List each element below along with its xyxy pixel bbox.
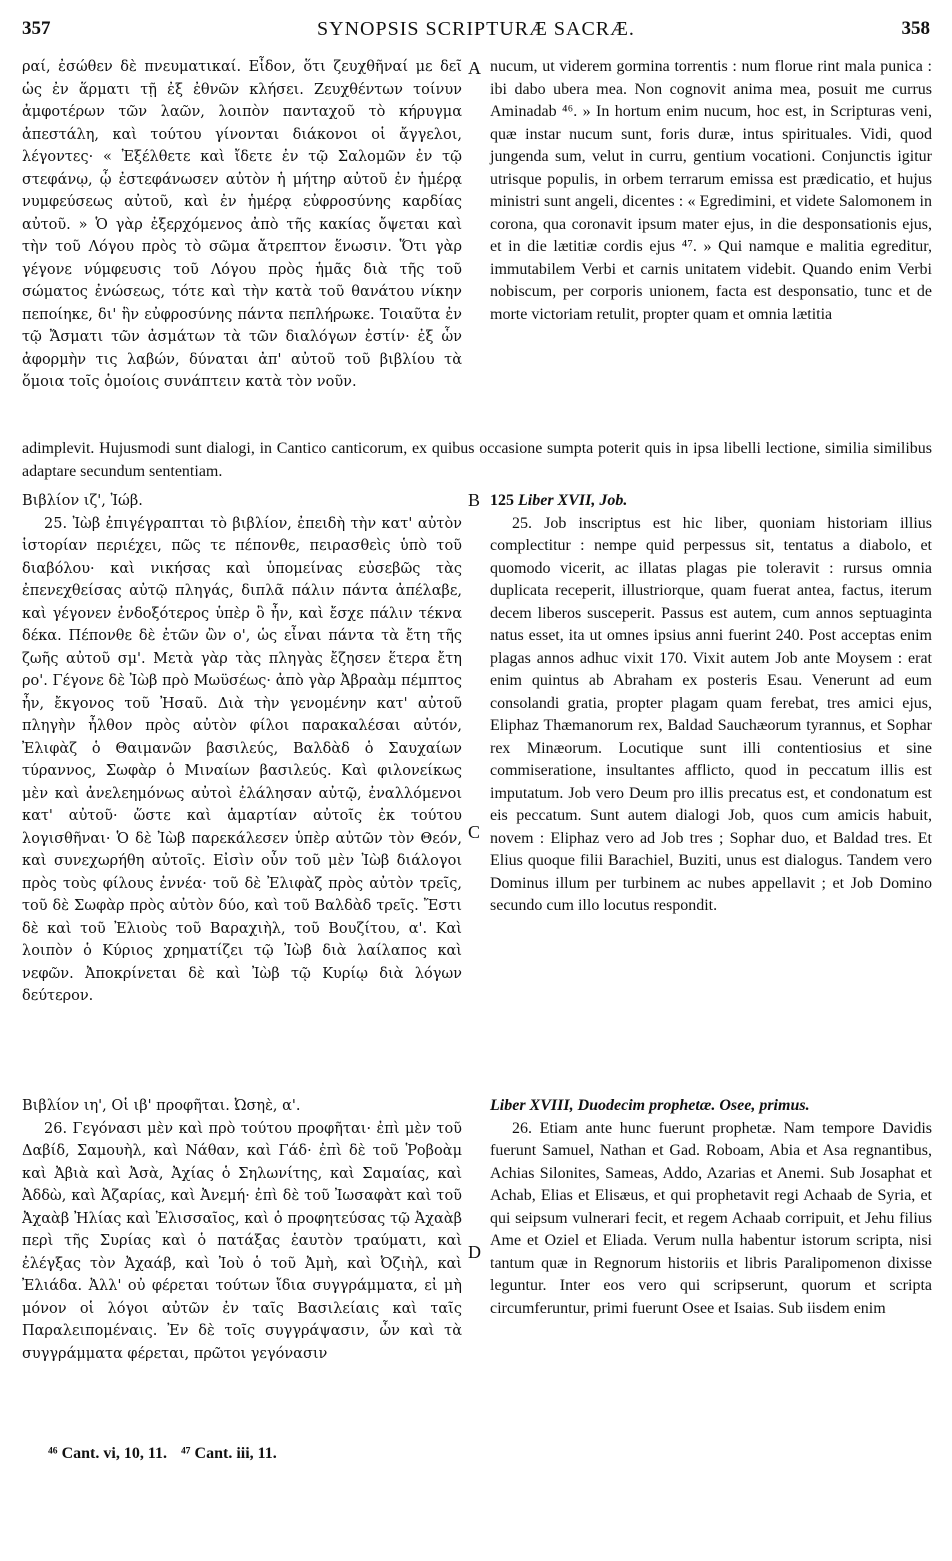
- page-number-left: 357: [22, 18, 51, 39]
- greek-column-job: [22, 490, 462, 1008]
- page-number-right: 358: [901, 18, 930, 39]
- greek-paragraph-25: 25. Ἰὼβ ἐπιγέγραπται τὸ βιβλίον, ἐπειδὴ τὴν κατ' αὐτὸν ἱστορίαν περιέχει, πῶς τε πέπονθε, πειρασθεὶς ὑπὸ τοῦ διαβόλου· καὶ νικήσας καὶ ὑπομείνας εὐσεβῶς τὰς ἐπενεχθείσας αὐτῷ πληγάς, διπλᾶ πάλιν πάντα ἀπέλαβε, καὶ γέγονεν ἐνδοξότερος ὑπὲρ ὃ ἦν, καὶ ἔσχε πάλιν τέκνα δέκα. Πέπονθε δὲ ἐτῶν ὢν ο', ὡς εἶναι πάντα τὰ ἔτη τῆς ζωῆς αὐτοῦ σμ'. Μετὰ γὰρ τὰς πληγὰς ἔζησεν ἕτερα ἔτη ρο'. Γέγονε δὲ Ἰὼβ πρὸ Μωϋσέως· ἀπὸ γὰρ Ἀβραὰμ πέμπτος ἦν, ἔκγονος τοῦ Ἠσαῦ. Διὰ τὴν γενομένην κατ' αὐτοῦ πληγὴν ἦλθον πρὸς αὐτὸν φίλοι παρακαλέσαι αὐτόν, Ἐλιφὰζ ὁ Θαιμανῶν βασιλεύς, Βαλδὰδ ὁ Σαυχαίων τύραννος, Σωφὰρ ὁ Μιναίων βασιλεύς. Καὶ φιλονείκως μὲν καὶ ἀνελεημόνως αὐτοὶ ἐλάλησαν αὐτῷ, ἐναλλόμενοι κατ' αὐτοῦ· ὥστε καὶ ἁμαρτίαν αὐτοῖς ἐκ τούτου λογισθῆναι· Ὁ δὲ Ἰὼβ παρεκάλεσεν ὑπὲρ αὐτῶν τὸν Θεόν, καὶ συνεχωρήθη αὐτοῖς. Εἰσὶν οὖν τοῦ μὲν Ἰὼβ διάλογοι πρὸς τοὺς φίλους ἐννέα· τοῦ δὲ Ἐλιφὰζ πρὸς αὐτὸν τρεῖς, τοῦ δὲ Σωφὰρ πρὸς αὐτὸν δύο, καὶ τοῦ Βαλδὰδ τρεῖς. Ἔστι δὲ καὶ τοῦ Ἐλιοὺς τοῦ Βαραχιὴλ, τοῦ Βουζίτου, α'. Καὶ λοιπὸν ὁ Κύριος χρηματίζει τῷ Ἰὼβ διὰ λαίλαπος καὶ νεφῶν. Ἀποκρίνεται δὲ καὶ Ἰὼβ τῷ Κυρίῳ διὰ λόγων δεύτερον.: [22, 515, 462, 1004]
- margin-marker-a: A: [468, 58, 481, 78]
- latin-paragraph-25: 25. Job inscriptus est hic liber, quoniam historiam illius complectitur : nempe quid perpessus sit, tentatus a diabolo, et quomodo vicerit, ac illatas plagas pie toleravit : rursus omnia duplicata receperit, illustriorque, quam fuerat antea, factus, iterum decem liberos susceperit. Passus est autem, cum annos septuaginta natus esset, ita ut omnes ipsius anni fuerint 240. Post acceptas enim plagas annos adhuc vixit 170. Vixit autem Job ante Moysem : erat enim quintus ab Abraham ex posteris Esau. Venerunt ad eum consolandi gratia, propter plagam quam ferebat, tres amici ejus, Eliphaz Thæmanorum rex, Baldad Sauchæorum tyrannus, et Sophar rex Minæorum. Locutique sunt illi contentiosius et sine commiseratione, insultantes afflicto, quod in peccatum illis est imputatum. Job vero Deum pro illis precatus est, et condonatum est eis peccatum. Sunt autem dialogi Job, quos cum amicis habuit, novem : Eliphaz vero ad Job tres ; Sophar duo, et Baldad tres. Et Elius quoque filii Barachiel, Buziti, unus est dialogus. Tandem vero Dominus illum per turbinem ac nubes appellavit ; et Job Domino secundo cum illo locutus respondit.: [490, 514, 932, 914]
- latin-paragraph-continuation: adimplevit. Hujusmodi sunt dialogi, in Cantico canticorum, ex quibus occasione sumpta poterit quis in ipsa libelli lectione, similia similibus adaptare secundum sententiam.: [22, 440, 932, 480]
- latin-section-heading-job: [490, 490, 932, 513]
- margin-marker-d: D: [468, 1242, 481, 1262]
- full-width-continuation: [22, 438, 932, 483]
- footnote-47: ⁴⁷ Cant. iii, 11.: [180, 1445, 277, 1462]
- latin-column-top: [490, 56, 932, 326]
- latin-column-job: [490, 490, 932, 918]
- footnotes: [48, 1445, 287, 1463]
- margin-marker-c: C: [468, 822, 481, 842]
- greek-section-heading-job: Βιβλίον ιζ', Ἰώβ.: [22, 493, 143, 509]
- latin-paragraph-canticle: nucum, ut viderem gormina torrentis : num florue rint mala punica : ibi dabo ubera mea. Non cognovit anima mea, posuit me currus Aminadab ⁴⁶. » In hortum enim nucum, hoc est, in Scripturas veni, quæ instar nucum sunt, foris duræ, intus spirituales. Vidi, quod jungenda sum, velut in curru, gentium vocationi. Conjunctis igitur utrisque populis, in orbem terrarum emissa est prædicatio, et hujus ministri sunt angeli, dicentes : « Egredimini, et videte Salomonem in corona, qua coronavit ipsum mater ejus, in die desponsationis ejus, et in die lætitiæ cordis ejus ⁴⁷. » Qui namque e malitia egreditur, immutabilem Verbi et carnis unitatem videbit. Quando enim Verbi nobiscum, per corporis unionem, facta est desponsatio, tunc et de morte victoriam retulit, propter quam et omnia lætitia: [490, 58, 932, 323]
- latin-section-heading-prophets: Liber XVIII, Duodecim prophetæ. Osee, primus.: [490, 1097, 810, 1114]
- greek-section-heading-prophets: Βιβλίον ιη', Οἱ ιβ' προφῆται. Ὠσηὲ, α'.: [22, 1098, 301, 1114]
- latin-heading-text-job: Liber XVII, Job.: [518, 492, 628, 509]
- greek-column-top: [22, 56, 462, 394]
- greek-paragraph-canticle: ραί, ἐσώθεν δὲ πνευματικαί. Εἶδον, ὅτι ζευχθῆναί με δεῖ ὡς ἐν ἅρματι τῇ ἐξ ἐθνῶν κλήσει. Ζευχθέντων τοίνυν ἀμφοτέρων τῶν λαῶν, λοιπὸν πανταχοῦ τὸ κήρυγμα ἀπεστάλη, καὶ τούτου γίνονται διάκονοι οἱ ἄγγελοι, λέγοντες· « Ἐξέλθετε καὶ ἴδετε ἐν τῷ Σαλομῶν ἐν τῷ στεφάνῳ, ᾧ ἐστεφάνωσεν αὐτὸν ἡ μήτηρ αὐτοῦ ἐν ἡμέρᾳ νυμφεύσεως αὐτοῦ, καὶ ἐν ἡμέρᾳ εὐφροσύνης καρδίας αὐτοῦ. » Ὁ γὰρ ἐξερχόμενος ἀπὸ τῆς κακίας ὄψεται καὶ τὴν τοῦ Λόγου πρὸς τὸ σῶμα ἄτρεπτον ἕνωσιν. Ὅτι γὰρ γέγονε νύμφευσις τοῦ Λόγου πρὸς ἡμᾶς διὰ τῆς τοῦ σώματος ἐνώσεως, τότε καὶ τὴν κατὰ τοῦ θανάτου νίκην πεποίηκε, δι' ἣν εὐφροσύνης πάντα πεπλήρωκε. Τοιαῦτα ἐν τῷ Ἄσματι τῶν ἀσμάτων τὰ τῶν διαλόγων ἐστίν· ἐξ ὧν ἀφορμὴν τις λαβών, δύναται ἀπ' αὐτοῦ τοῦ βιβλίου τὰ ὅμοια τοῖς ὁμοίοις συνάπτειν κατὰ τὸν νοῦν.: [22, 59, 462, 390]
- running-title: SYNOPSIS SCRIPTURÆ SACRÆ.: [317, 18, 635, 40]
- column-number: 125: [490, 492, 514, 509]
- margin-marker-b: B: [468, 490, 481, 510]
- greek-column-prophets: [22, 1095, 462, 1365]
- latin-paragraph-26: 26. Etiam ante hunc fuerunt prophetæ. Nam tempore Davidis fuerunt Samuel, Nathan et Gad. Roboam, Abia et Asa regnantibus, Achias Silonites, Sameas, Addo, Azarias et Anemi. Sub Josaphat et Achab, Elias et Elisæus, et qui prophetavit regi Achaab de Syria, et qui seipsum vulnerari fecit, et regem Achaab corripuit, et Jehu filius Ame et Oziel et Eliada. Verum nulla habentur istorum scripta, nisi tantum quæ in Regnorum historiis et libris Paralipomenon dixisse leguntur. Inter eos vero qui scripserunt, quorum et scripta circumferuntur, primi fuerunt Osee et Isaias. Sub iisdem enim: [490, 1119, 932, 1317]
- footnote-46: ⁴⁶ Cant. vi, 10, 11.: [48, 1445, 167, 1462]
- running-header: [22, 18, 930, 44]
- latin-column-prophets: [490, 1095, 932, 1320]
- greek-paragraph-26: 26. Γεγόνασι μὲν καὶ πρὸ τούτου προφῆται· ἐπὶ μὲν τοῦ Δαβίδ, Σαμουὴλ, καὶ Νάθαν, καὶ Γάδ· ἐπὶ δὲ τοῦ Ῥοβοὰμ καὶ Ἀβιὰ καὶ Ἀσὰ, Ἀχίας ὁ Σηλωνίτης, καὶ Σαμαίας, καὶ Ἀδδὼ, καὶ Ἀζαρίας, καὶ Ἀνεμή· ἐπὶ δὲ τοῦ Ἰωσαφὰτ καὶ τοῦ Ἀχαὰβ Ἠλίας καὶ Ἐλισσαῖος, καὶ ὁ προφητεύσας τῷ Ἀχαὰβ περὶ τῆς Συρίας καὶ ὁ πατάξας ἑαυτὸν τραύματι, καὶ ἐλέγξας τὸν Ἀχαάβ, καὶ Ἰοὺ ὁ τοῦ Ἀμὴ, καὶ Ὀζιὴλ, καὶ Ἐλιάδα. Ἀλλ' οὐ φέρεται τούτων ἴδια συγγράμματα, εἰ μὴ μόνον οἱ λόγοι αὐτῶν ἐν ταῖς Βασιλείαις καὶ ταῖς Παραλειπομέναις. Ἐν δὲ τοῖς συγγράψασιν, ὧν καὶ τὰ συγγράμματα φέρεται, πρῶτοι γεγόνασιν: [22, 1120, 462, 1362]
